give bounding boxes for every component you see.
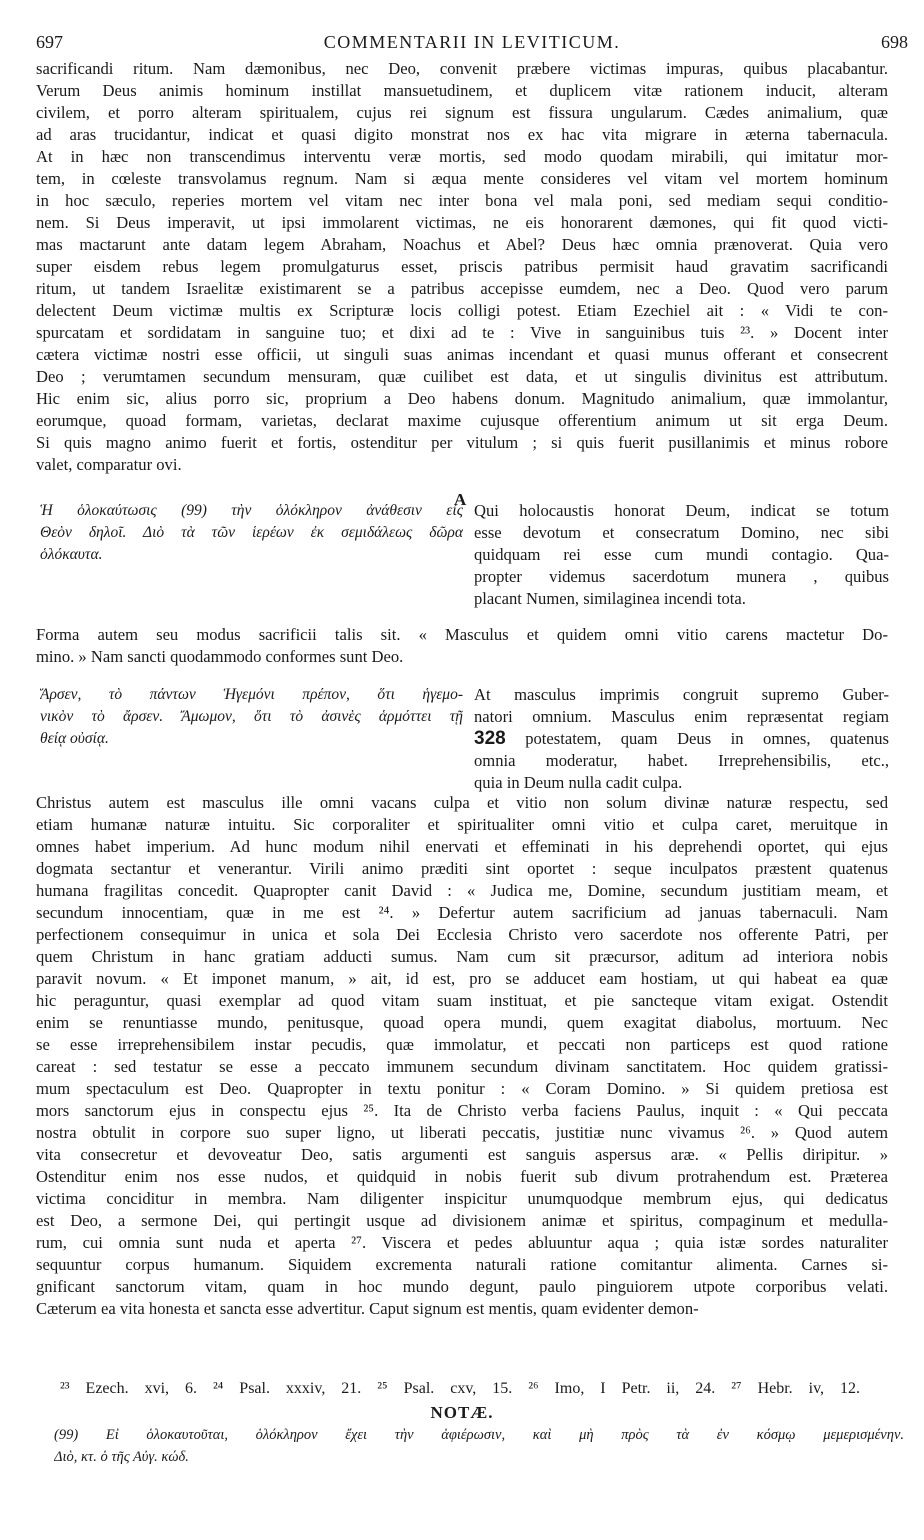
text-line: mum spectaculum est Deo. Quapropter in textu ponitur : « Coram Domino. » Si quidem pretiosa est (36, 1079, 888, 1098)
text-line: quem Christum in hanc gratiam adducti sumus. Nam cum sit præcursor, aditum ad interiora nobis (36, 947, 888, 966)
text-line: perfectionem consequimur in unica et sola Dei Ecclesia Christo vero sacerdote nos offerente Patri, per (36, 925, 888, 944)
page-number-right: 698 (881, 32, 908, 52)
greek-line: ὁλόκαυτα. (40, 546, 103, 563)
greek-line: Θεὸν δηλοῖ. Διὸ τὰ τῶν ἱερέων ἐκ σεμιδάλεως δῶρα (40, 524, 463, 541)
text-line: omnes habet imperium. Ad hunc modum nihil enervati et effeminati in his deprehendi oportet, qui ejus (36, 837, 888, 856)
text-line: paravit novum. « Et imponet manum, » ait, id est, pro se adducet eam hostiam, ut qui habeat ea quæ (36, 969, 888, 988)
text-line: Verum Deus animis hominum instillat mansuetudinem, et duplicem vitæ rationem inducit, alteram (36, 81, 888, 100)
latin-line: quia in Deum nulla cadit culpa. (474, 773, 683, 792)
text-line: enim se renuntiasse mundo, penitusque, quoad opera mundi, quem exagitat diabolus, mortuum. Nec (36, 1013, 888, 1032)
text-line: Deo ; verumtamen secundum mensuram, quæ cuilibet est data, et ut singulis divinitus est attributum. (36, 367, 888, 386)
latin-line: Qui holocaustis honorat Deum, indicat se totum (474, 501, 889, 520)
latin-line: placant Numen, similaginea incendi tota. (474, 589, 746, 608)
paragraph-form (36, 624, 888, 668)
greek-column-1 (40, 500, 463, 566)
latin-line: omnia moderatur, habet. Irreprehensibilis, etc., (474, 751, 889, 770)
text-line: hic peraguntur, quasi exemplar ad quod vitam suam instituat, et pie sancteque vitam exigat. Ostendit (36, 991, 888, 1010)
text-line: ad aras trucidantur, indicat et quasi digito monstrat nos ex hac vita migrare in æterna tabernacula. (36, 125, 888, 144)
latin-line: natori omnium. Masculus enim repræsentat regiam (474, 707, 889, 726)
latin-line (474, 728, 889, 750)
running-header (36, 32, 908, 56)
greek-line: νικὸν τὸ ἄρσεν. Ἄμωμον, ὅτι τὸ ἀσινὲς ἁρμόττει τῇ (40, 708, 463, 725)
greek-line: θείᾳ οὐσίᾳ. (40, 730, 109, 747)
text-line: Christus autem est masculus ille omni vacans culpa et vitio non solum divinæ naturæ respectu, sed (36, 793, 888, 812)
note-line: (99) Εἰ ὁλοκαυτοῦται, ὁλόκληρον ἔχει τὴν ἀφιέρωσιν, καὶ μὴ πρὸς τὰ ἐν κόσμῳ μεμερισμένην. (54, 1427, 904, 1443)
paragraph-opening (36, 58, 888, 476)
text-line: gnificant sanctorum vitam, quam in hoc mundo degunt, paulo pinguiorem utpote corporibus velati. (36, 1277, 888, 1296)
text-line: eorumque, quoad formam, varietas, declarat maxime cujusque offerentium animum ut sit erga Deum. (36, 411, 888, 430)
footnotes: ²³ Ezech. xvi, 6. ²⁴ Psal. xxxiv, 21. ²⁵ Psal. cxv, 15. ²⁶ Imo, I Petr. ii, 24. ²⁷ Hebr. iv, 12. (60, 1380, 860, 1397)
text-line: spurcatam et sordidatam in sanguine tuo; et dixi ad te : Vive in sanguinibus tuis ²³. » Docent inter (36, 323, 888, 342)
text-line: tem, in cœleste transvolamus regnum. Nam si æqua mente consideres vel vitam vel mortem hominum (36, 169, 888, 188)
running-title: COMMENTARII IN LEVITICUM. (323, 32, 621, 52)
text-line: sequuntur corpus humanum. Siquidem excrementa naturali ratione comitantur alimenta. Carnes si- (36, 1255, 888, 1274)
latin-line-text: potestatem, quam Deus in omnes, quatenus (505, 729, 889, 748)
latin-column-1 (474, 500, 889, 610)
text-line: Forma autem seu modus sacrificii talis sit. « Masculus et quidem omni vitio carens mactetur Do- (36, 625, 888, 644)
text-line: humana fragilitas concedit. Quapropter canit David : « Judica me, Domine, secundum justitiam meam, et (36, 881, 888, 900)
section-marker-a: A (454, 490, 467, 509)
text-line: est Deo, a sermone Dei, qui pertingit usque ad divisionem animæ et spiritus, compaginum et medulla- (36, 1211, 888, 1230)
latin-column-2 (474, 684, 889, 794)
column-number: 328 (474, 728, 506, 749)
greek-line: Ἡ ὁλοκαύτωσις (99) τὴν ὁλόκληρον ἀνάθεσιν εἰς (40, 502, 463, 519)
text-line: victima conciditur in membra. Nam diligenter inspicitur unumquodque membrum ejus, qui dedicatus (36, 1189, 888, 1208)
text-line: Hic enim sic, alius porro sic, proprium a Deo habens donum. Magnitudo animalium, quæ immolantur, (36, 389, 888, 408)
latin-line: quidquam rei esse cum mundi contagio. Qua- (474, 545, 889, 564)
text-line: nostra obtulit in corpore suo super ligno, ut liberati peccatis, justitiæ nunc vivamus ²⁶. » Quod autem (36, 1123, 888, 1142)
notes-block (54, 1424, 904, 1468)
text-line: mas mactarunt ante datam legem Abraham, Noachus et Abel? Deus hæc omnia prænoverat. Quia vero (36, 235, 888, 254)
text-line: Si quis magno animo fuerit et fortis, ostenditur per vitulum ; si quis fuerit pusillanimis et minus robore (36, 433, 888, 452)
text-line: sacrificandi ritum. Nam dæmonibus, nec Deo, convenit præbere victimas impuras, quibus placabantur. (36, 59, 888, 78)
notes-heading: NOTÆ. (430, 1403, 494, 1422)
text-line: Ostenditur enim nos esse nudos, et quidquid in nobis fuerit sub divum protrahendum est. Præterea (36, 1167, 888, 1186)
text-line: rum, cui omnia sunt nuda et aperta ²⁷. Viscera et pedes abluuntur aqua ; quia istæ sordes naturaliter (36, 1233, 888, 1252)
text-line: in hoc sæculo, reperies mortem vel vitam nec inter bona vel mala poni, sed mediam sequi conditio- (36, 191, 888, 210)
text-line: delectent Deum victimæ multis ex Scripturæ locis colligi potest. Etiam Ezechiel ait : « Vidi te con- (36, 301, 888, 320)
greek-column-2 (40, 684, 463, 750)
text-line: secundum innocentiam, quæ in me est ²⁴. » Defertur autem sacrificium ad januas tabernaculi. Nam (36, 903, 888, 922)
text-line: mino. » Nam sancti quodammodo conformes sunt Deo. (36, 647, 404, 666)
page-number-left: 697 (36, 32, 63, 52)
text-line: careat : sed testatur se esse a peccato immunem secundum divinam sanctitatem. Hoc quidem gratissi- (36, 1057, 888, 1076)
latin-line: esse devotum et consecratum Domino, nec sibi (474, 523, 889, 542)
text-line: civilem, et porro alteram spiritualem, cujus rei signum est fissura ungularum. Cædes animalium, quæ (36, 103, 888, 122)
text-line: etiam humanæ naturæ intuitu. Sic corporaliter et spiritualiter omni vitio et culpa caret, meruitque in (36, 815, 888, 834)
text-line: mors sanctorum ejus in conspectu ejus ²⁵. Ita de Christo verba faciens Paulus, inquit : « Qui peccata (36, 1101, 888, 1120)
greek-line: Ἄρσεν, τὸ πάντων Ἡγεμόνι πρέπον, ὅτι ἡγεμο- (40, 686, 463, 703)
paragraph-christus (36, 792, 888, 1320)
text-line: dogmata sectantur et venerantur. Virili animo præditi sint oportet : seque inculpatos præstent quatenus (36, 859, 888, 878)
note-line: Διὸ, κτ. ὁ τῆς Αὐγ. κώδ. (54, 1449, 189, 1465)
text-line: At in hæc non transcendimus interventu veræ mortis, sed modo quodam mirabili, qui imitatur mor- (36, 147, 888, 166)
text-line: ritum, ut tandem Israelitæ existimarent se a patribus accepisse eumdem, nec a Deo. Quod vero parum (36, 279, 888, 298)
text-line: super eisdem rebus legem promulgaturus esset, priscis patribus permisit haud gravatim sacrificandi (36, 257, 888, 276)
text-line: valet, comparatur ovi. (36, 455, 182, 474)
text-line: nem. Si Deus imperavit, ut ipsi immolarent victimas, ne eis honorarent dæmones, qui fit quod victi- (36, 213, 888, 232)
latin-line: propter videmus sacerdotum munera , quibus (474, 567, 889, 586)
text-line: se esse irreprehensibilem instar pecudis, quæ immolatur, et peccati non particeps est quod ratione (36, 1035, 888, 1054)
text-line: vita consecretur et devoveatur Deo, satis argumenti est sanguis aspersus aræ. « Pellis diripitur. » (36, 1145, 888, 1164)
text-line: Cæterum ea vita honesta et sancta esse advertitur. Caput signum est mentis, quam evidenter demon- (36, 1299, 699, 1318)
text-line: cætera victimæ nostri esse officii, ut singuli suas animas incendant et quasi munus offerant et consecrent (36, 345, 888, 364)
latin-line: At masculus imprimis congruit supremo Guber- (474, 685, 889, 704)
